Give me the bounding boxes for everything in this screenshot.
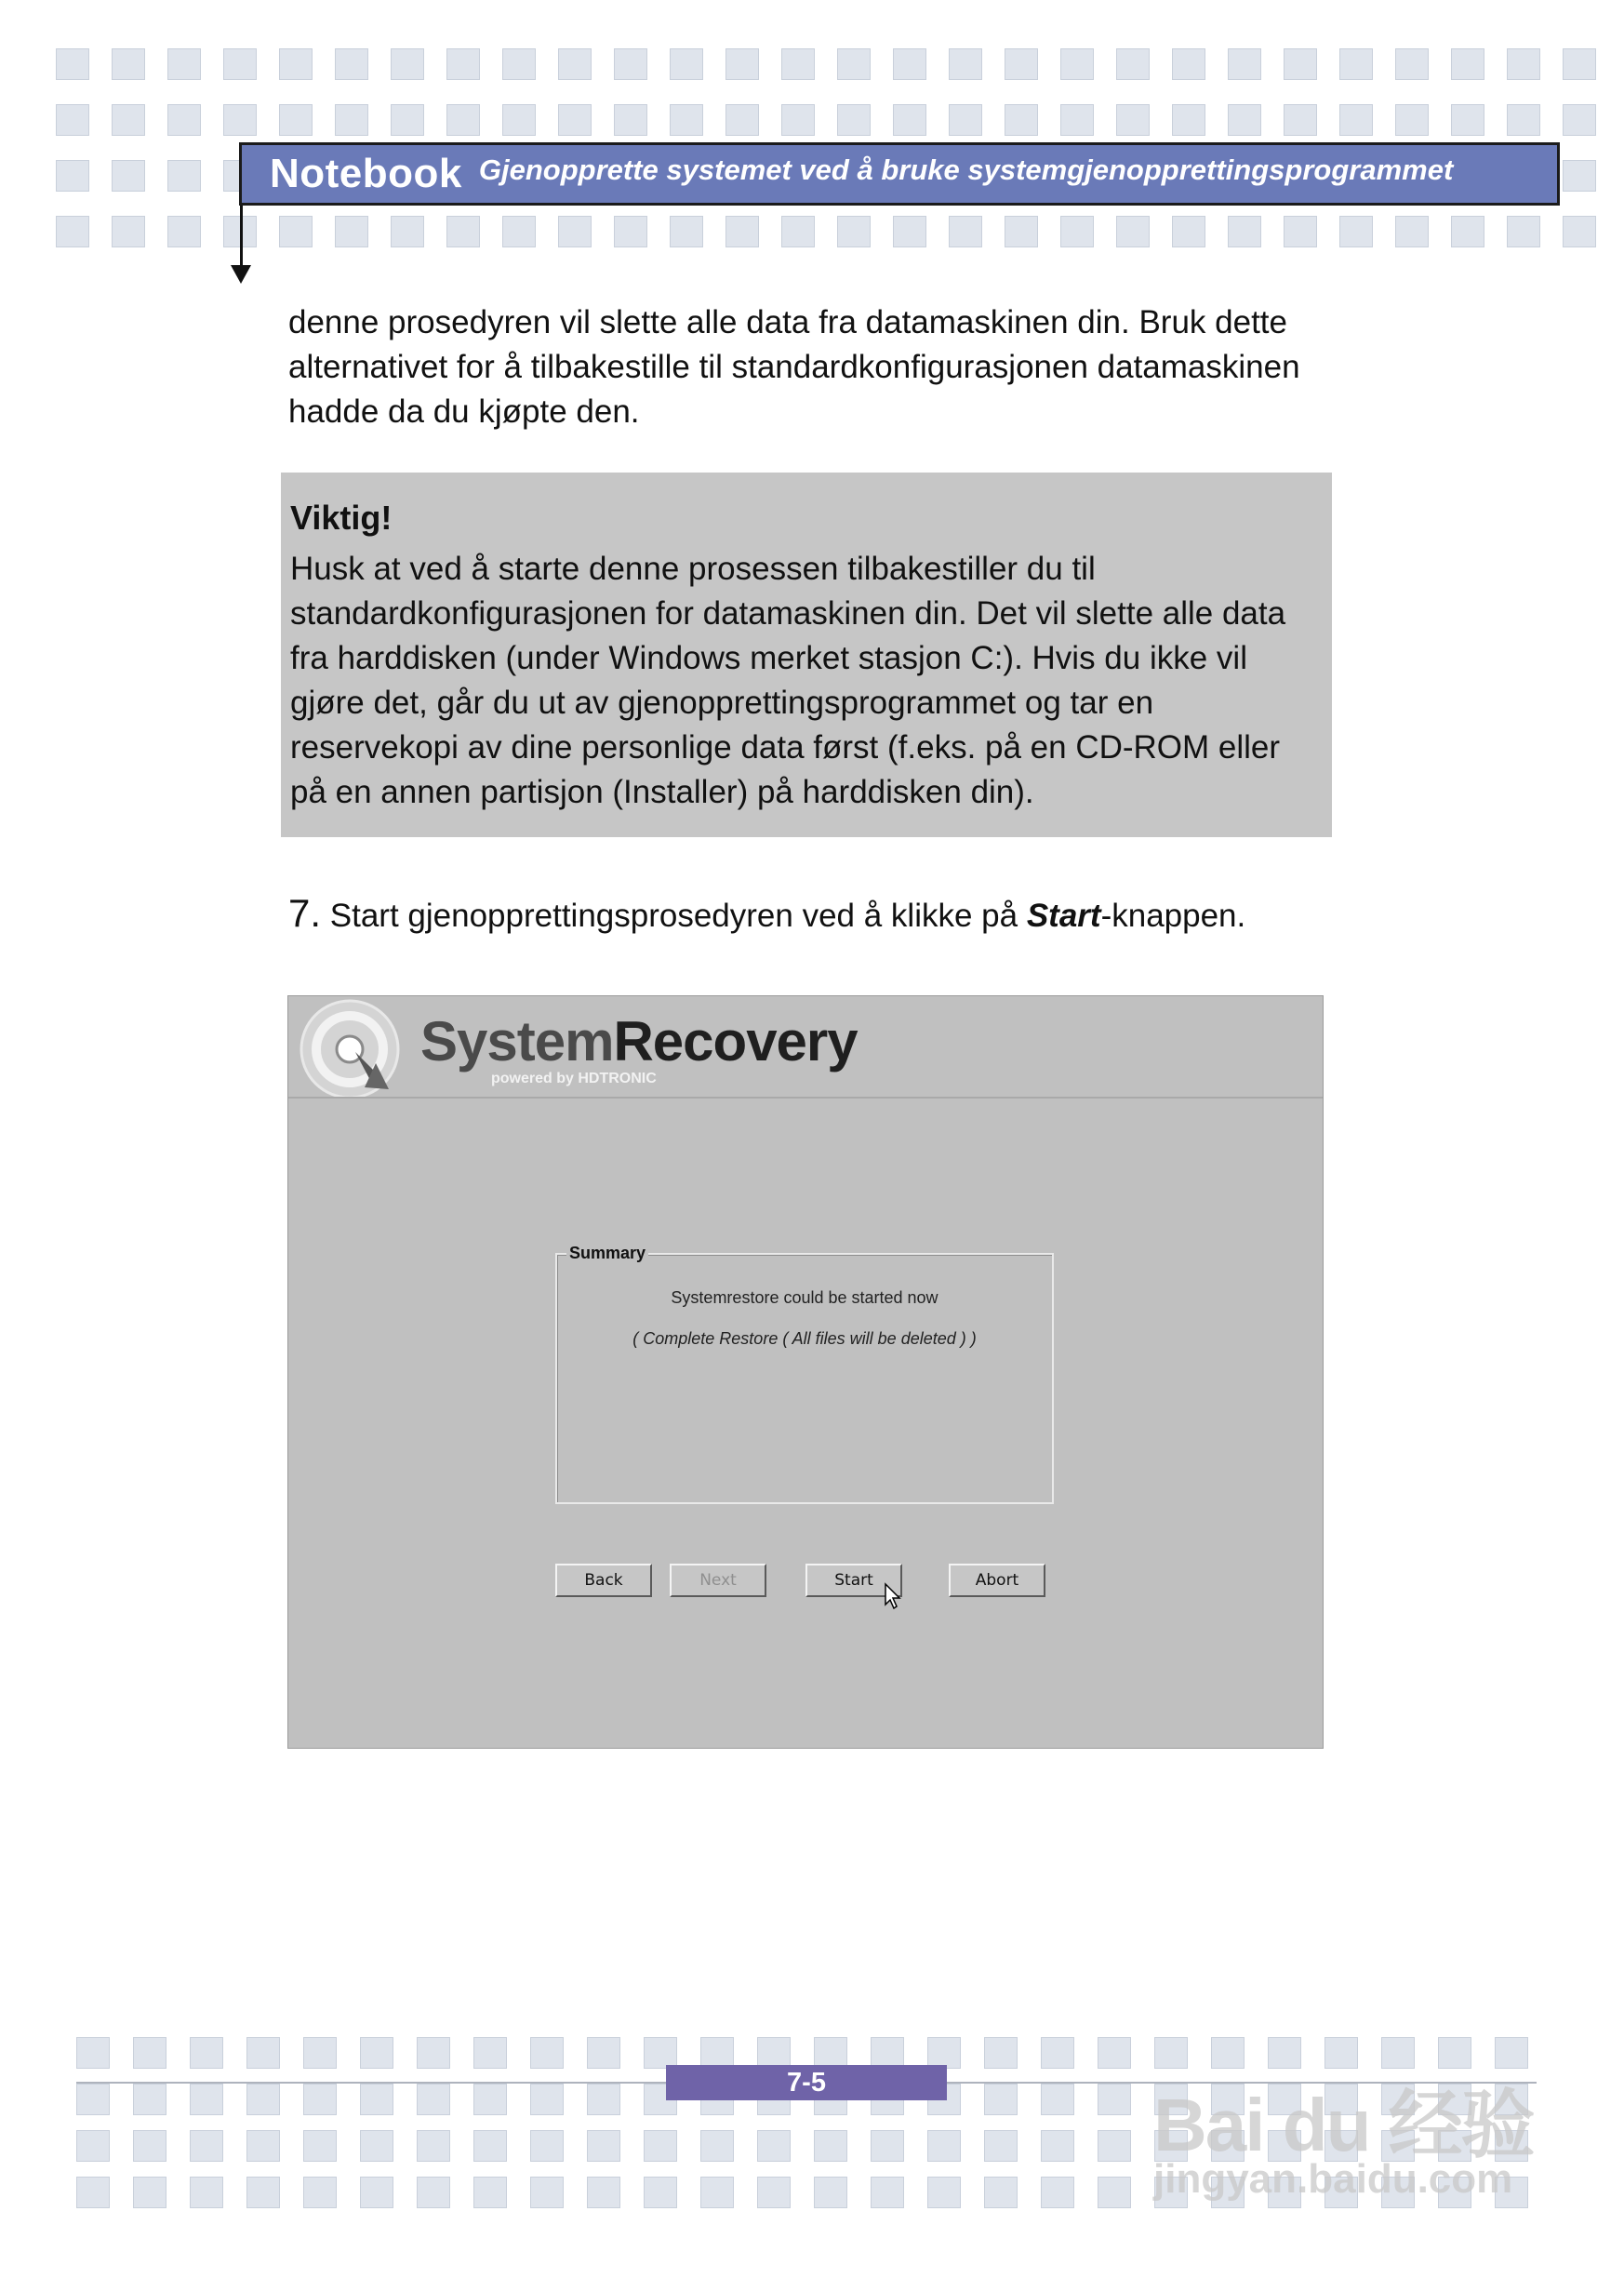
decorative-tile [167, 216, 201, 247]
decorative-tile [133, 2130, 166, 2162]
decorative-tile [949, 216, 982, 247]
decorative-tile [360, 2130, 393, 2162]
watermark-url: jingyan.baidu.com [1153, 2156, 1513, 2202]
logo-part-system: System [420, 1010, 614, 1072]
decorative-tile [781, 104, 815, 136]
decorative-tile [1228, 104, 1261, 136]
decorative-tile [1041, 2130, 1074, 2162]
decorative-tile [1339, 216, 1373, 247]
decorative-tile [1041, 2037, 1074, 2069]
decorative-tile [1041, 2084, 1074, 2115]
decorative-tile [1098, 2037, 1131, 2069]
decorative-tile [757, 2037, 791, 2069]
decorative-tile [1451, 104, 1484, 136]
decorative-tile [871, 2037, 904, 2069]
decorative-tile [303, 2084, 337, 2115]
intro-line: hadde da du kjøpte den. [288, 393, 640, 430]
decorative-tile [670, 216, 703, 247]
decorative-tile [56, 48, 89, 80]
decorative-tile [1060, 104, 1094, 136]
decorative-tile [893, 48, 926, 80]
note-line: standardkonfigurasjonen for datamaskinen din. Det vil slette alle data [290, 595, 1286, 632]
decorative-tile [558, 216, 592, 247]
decorative-tile [1060, 216, 1094, 247]
header-arrow-line [240, 206, 243, 267]
decorative-tile [781, 216, 815, 247]
note-title: Viktig! [290, 499, 393, 537]
decorative-tile [871, 2130, 904, 2162]
down-arrow-icon [231, 265, 251, 284]
decorative-tile [1116, 104, 1150, 136]
decorative-tile [223, 104, 257, 136]
decorative-tile [246, 2084, 280, 2115]
decorative-tile [670, 104, 703, 136]
decorative-tile [1116, 216, 1150, 247]
decorative-tile [133, 2037, 166, 2069]
intro-paragraph [288, 300, 1358, 434]
decorative-tile [335, 104, 368, 136]
decorative-tile [303, 2130, 337, 2162]
decorative-tile [1284, 48, 1317, 80]
decorative-tile [417, 2084, 450, 2115]
decorative-tile [1172, 48, 1205, 80]
decorative-tile [473, 2084, 507, 2115]
decorative-tile [949, 48, 982, 80]
decorative-tile [133, 2084, 166, 2115]
decorative-tile [1228, 216, 1261, 247]
decorative-tile [927, 2130, 961, 2162]
decorative-tile [614, 104, 647, 136]
decorative-tile [1098, 2084, 1131, 2115]
decorative-tile [700, 2037, 734, 2069]
decorative-tile [725, 216, 759, 247]
decorative-tile [303, 2177, 337, 2208]
page-number: 7-5 [666, 2065, 947, 2100]
decorative-tile [446, 216, 480, 247]
decorative-tile [1507, 104, 1540, 136]
decorative-tile [190, 2177, 223, 2208]
decorative-tile [360, 2037, 393, 2069]
decorative-tile [502, 104, 536, 136]
decorative-tile [56, 104, 89, 136]
decorative-tile [1438, 2037, 1471, 2069]
recovery-logo-icon [290, 998, 411, 1097]
intro-line: denne prosedyren vil slette alle data fra datamaskinen din. Bruk dette [288, 304, 1287, 340]
decorative-tile [587, 2177, 620, 2208]
decorative-tile [417, 2177, 450, 2208]
decorative-tile [984, 2084, 1018, 2115]
decorative-tile [133, 2177, 166, 2208]
decorative-tile [893, 104, 926, 136]
logo-part-recovery: Recovery [613, 1010, 858, 1072]
decorative-tile [246, 2037, 280, 2069]
decorative-tile [1324, 2037, 1358, 2069]
decorative-tile [1451, 48, 1484, 80]
decorative-tile [1005, 48, 1038, 80]
decorative-tile [530, 2177, 564, 2208]
decorative-tile [56, 216, 89, 247]
decorative-tile [587, 2084, 620, 2115]
decorative-tile [1395, 216, 1429, 247]
decorative-tile [1507, 216, 1540, 247]
note-line: reservekopi av dine personlige data først (f.eks. på en CD-ROM eller [290, 729, 1281, 766]
decorative-tile [360, 2177, 393, 2208]
step-text-after: -knappen. [1100, 898, 1246, 934]
decorative-tile [1116, 48, 1150, 80]
decorative-tile [279, 48, 313, 80]
decorative-tile [1339, 48, 1373, 80]
important-note-box [281, 473, 1332, 837]
recovery-header [288, 996, 1323, 1099]
decorative-tile [700, 2130, 734, 2162]
decorative-tile [112, 216, 145, 247]
watermark-logo: Bai du 经验 [1153, 2084, 1534, 2166]
abort-button[interactable]: Abort [949, 1564, 1045, 1597]
decorative-tile [76, 2037, 110, 2069]
system-recovery-screenshot [287, 995, 1324, 1749]
note-line: gjøre det, går du ut av gjenopprettingsprogrammet og tar en [290, 685, 1154, 721]
decorative-tile [190, 2130, 223, 2162]
decorative-tile [167, 104, 201, 136]
logo-subtitle: powered by HDTRONIC [491, 1071, 657, 1086]
decorative-tile [190, 2037, 223, 2069]
back-button[interactable]: Back [555, 1564, 652, 1597]
mouse-cursor-icon [884, 1582, 902, 1610]
decorative-tile [335, 48, 368, 80]
decorative-tile [1041, 2177, 1074, 2208]
decorative-tile [837, 48, 871, 80]
decorative-tile [1563, 160, 1596, 192]
decorative-tile [112, 48, 145, 80]
decorative-tile [1172, 104, 1205, 136]
decorative-tile [614, 48, 647, 80]
decorative-tile [1211, 2037, 1245, 2069]
decorative-tile [1005, 216, 1038, 247]
decorative-tile [1395, 48, 1429, 80]
decorative-tile [927, 2177, 961, 2208]
decorative-tile [473, 2037, 507, 2069]
decorative-tile [1395, 104, 1429, 136]
decorative-tile [76, 2130, 110, 2162]
decorative-tile [837, 216, 871, 247]
decorative-tile [190, 2084, 223, 2115]
decorative-tile [725, 48, 759, 80]
decorative-tile [949, 104, 982, 136]
recovery-logo-text [420, 1009, 858, 1073]
decorative-tile [757, 2177, 791, 2208]
next-button[interactable]: Next [670, 1564, 766, 1597]
decorative-tile [1563, 216, 1596, 247]
decorative-tile [417, 2130, 450, 2162]
decorative-tile [814, 2177, 847, 2208]
decorative-tile [223, 48, 257, 80]
decorative-tile [614, 216, 647, 247]
decorative-tile [814, 2130, 847, 2162]
decorative-tile [644, 2037, 677, 2069]
decorative-tile [530, 2084, 564, 2115]
decorative-tile [1098, 2130, 1131, 2162]
decorative-tile [530, 2037, 564, 2069]
decorative-tile [1507, 48, 1540, 80]
header-title: Gjenopprette systemet ved å bruke systemgjenopprettingsprogrammet [478, 153, 1454, 186]
decorative-tile [1563, 104, 1596, 136]
step-emphasis: Start [1026, 898, 1101, 934]
decorative-tile [417, 2037, 450, 2069]
decorative-tile [871, 2177, 904, 2208]
note-line: Husk at ved å starte denne prosessen tilbakestiller du til [290, 551, 1096, 587]
decorative-tile [1228, 48, 1261, 80]
summary-label: Summary [566, 1244, 648, 1263]
decorative-tile [587, 2037, 620, 2069]
decorative-tile [1284, 104, 1317, 136]
decorative-tile [303, 2037, 337, 2069]
decorative-tile [644, 2177, 677, 2208]
step-7 [288, 886, 1245, 944]
start-button[interactable]: Start [805, 1564, 902, 1597]
decorative-tile [1268, 2037, 1301, 2069]
decorative-tile [530, 2130, 564, 2162]
decorative-tile [446, 104, 480, 136]
summary-detail: ( Complete Restore ( All files will be deleted ) ) [632, 1329, 977, 1348]
decorative-tile [1495, 2037, 1528, 2069]
header-brand: Notebook [270, 151, 462, 196]
summary-status: Systemrestore could be started now [671, 1288, 938, 1307]
decorative-tile [984, 2177, 1018, 2208]
decorative-tile [473, 2130, 507, 2162]
decorative-tile [984, 2130, 1018, 2162]
decorative-tile [670, 48, 703, 80]
intro-line: alternativet for å tilbakestille til standardkonfigurasjonen datamaskinen [288, 349, 1300, 385]
decorative-tile [391, 104, 424, 136]
decorative-tile [1154, 2037, 1188, 2069]
decorative-tile [700, 2177, 734, 2208]
decorative-tile [644, 2130, 677, 2162]
decorative-tile [112, 104, 145, 136]
decorative-tile [558, 104, 592, 136]
decorative-tile [1098, 2177, 1131, 2208]
decorative-tile [893, 216, 926, 247]
decorative-tile [1339, 104, 1373, 136]
decorative-tile [446, 48, 480, 80]
decorative-tile [725, 104, 759, 136]
step-text-before: Start gjenopprettingsprosedyren ved å klikke på [329, 898, 1018, 934]
decorative-tile [814, 2037, 847, 2069]
decorative-tile [1563, 48, 1596, 80]
summary-groupbox [555, 1244, 1054, 1504]
decorative-tile [279, 104, 313, 136]
decorative-tile [587, 2130, 620, 2162]
chapter-header-bar [239, 142, 1560, 206]
note-body [290, 547, 1323, 815]
decorative-tile [558, 48, 592, 80]
decorative-tile [246, 2130, 280, 2162]
decorative-tile [360, 2084, 393, 2115]
decorative-tile [984, 2037, 1018, 2069]
decorative-tile [502, 216, 536, 247]
decorative-tile [76, 2177, 110, 2208]
decorative-tile [1381, 2037, 1415, 2069]
decorative-tile [335, 216, 368, 247]
decorative-tile [279, 216, 313, 247]
decorative-tile [1005, 104, 1038, 136]
decorative-tile [1060, 48, 1094, 80]
decorative-tile [1284, 216, 1317, 247]
decorative-tile [927, 2037, 961, 2069]
decorative-tile [837, 104, 871, 136]
decorative-tile [112, 160, 145, 192]
note-line: på en annen partisjon (Installer) på harddisken din). [290, 774, 1034, 810]
decorative-tile [502, 48, 536, 80]
decorative-tile [56, 160, 89, 192]
decorative-tile [473, 2177, 507, 2208]
decorative-tile [167, 160, 201, 192]
decorative-tile [757, 2130, 791, 2162]
decorative-tile [76, 2084, 110, 2115]
decorative-tile [391, 216, 424, 247]
decorative-tile [781, 48, 815, 80]
note-line: fra harddisken (under Windows merket stasjon C:). Hvis du ikke vil [290, 640, 1247, 676]
step-number: 7. [288, 891, 322, 935]
decorative-tile [391, 48, 424, 80]
decorative-tile [246, 2177, 280, 2208]
decorative-tile [167, 48, 201, 80]
decorative-tile [1172, 216, 1205, 247]
decorative-tile [1451, 216, 1484, 247]
